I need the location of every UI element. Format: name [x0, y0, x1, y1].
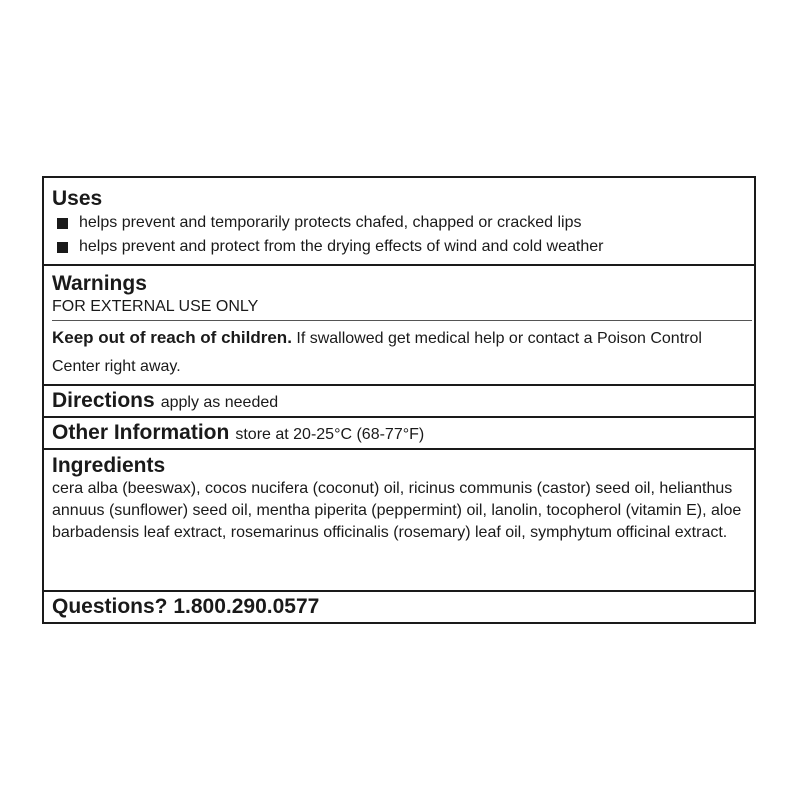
other-information-heading: Other Information [52, 421, 230, 444]
square-bullet-icon [57, 218, 68, 229]
children-warning [52, 321, 746, 381]
ingredients-section [44, 450, 754, 592]
ingredients-text: cera alba (beeswax), cocos nucifera (coconut) oil, ricinus communis (castor) seed oil, helianthus annuus (sunflower) seed oil, mentha piperita (peppermint) oil, lanolin, tocopherol (vitamin E), aloe barbadensis leaf extract, rosemarinus officinalis (rosemary) leaf oil, symphytum officinal extract. [52, 480, 742, 541]
ingredients-heading: Ingredients [52, 454, 166, 477]
external-use-warning: FOR EXTERNAL USE ONLY [52, 296, 752, 321]
questions-phone: Questions? 1.800.290.0577 [52, 595, 320, 618]
directions-section [44, 386, 754, 418]
other-information-section [44, 418, 754, 450]
square-bullet-icon [57, 242, 68, 253]
drug-facts-label [42, 176, 756, 624]
uses-item [52, 211, 746, 235]
children-warning-text: If swallowed get medical help or contact a Poison Control Center right away. [52, 330, 702, 375]
uses-heading: Uses [52, 187, 103, 210]
uses-item [52, 235, 746, 259]
directions-heading: Directions [52, 389, 155, 412]
other-information-text: store at 20-25°C (68-77°F) [235, 426, 425, 443]
children-warning-bold: Keep out of reach of children. [52, 328, 292, 347]
uses-item-text: helps prevent and temporarily protects chafed, chapped or cracked lips [79, 214, 582, 231]
uses-section [44, 178, 754, 266]
questions-section [44, 592, 754, 622]
warnings-section [44, 266, 754, 386]
directions-text: apply as needed [160, 394, 279, 411]
warnings-heading: Warnings [52, 272, 147, 295]
uses-item-text: helps prevent and protect from the drying effects of wind and cold weather [79, 238, 604, 255]
